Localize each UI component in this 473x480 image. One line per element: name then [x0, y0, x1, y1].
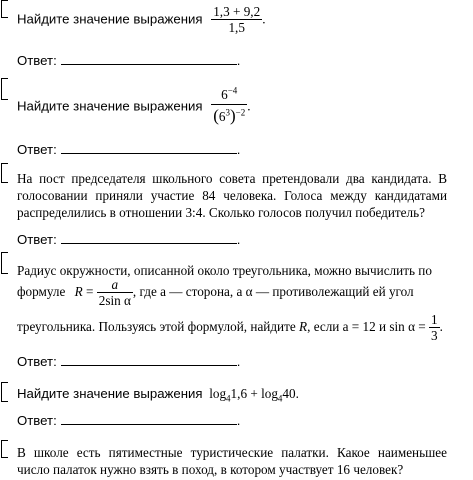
task5-line — [17, 386, 299, 402]
answer-label: Ответ: — [17, 354, 57, 369]
answer-input-line[interactable] — [61, 353, 237, 366]
answer-end: . — [236, 354, 241, 369]
task1-fraction — [211, 5, 262, 35]
task2-denominator — [211, 105, 247, 128]
sin-fraction — [429, 313, 440, 343]
task-bracket — [1, 440, 8, 458]
task-bracket — [1, 163, 8, 183]
sin-den: 3 — [431, 328, 438, 343]
task2-den-outer-exp: −2 — [235, 107, 246, 118]
answer-label: Ответ: — [17, 413, 57, 428]
task4-formula-word: формуле — [17, 284, 66, 300]
task1-prompt: Найдите значение выражения — [17, 11, 203, 27]
task5-expression — [209, 386, 299, 404]
answer-label: Ответ: — [17, 232, 57, 247]
task2-numerator — [211, 86, 247, 105]
task2-answer-row — [17, 141, 240, 157]
task3-text: На пост председателя школьного совета претендовали два кандидата. В голосовании приняли участие 84 человека. Голоса между кандидатами распределились в отношении 3:4. Сколько голосов получил победитель? — [17, 171, 447, 220]
answer-label: Ответ: — [17, 142, 57, 157]
log1-base: 4 — [226, 393, 231, 404]
task-bracket — [1, 78, 8, 100]
task1-answer-row — [17, 52, 240, 68]
task4-end: . — [439, 319, 443, 335]
task-bracket — [1, 252, 8, 274]
answer-input-line[interactable] — [61, 412, 237, 425]
log1-arg: 1,6 + — [230, 386, 258, 401]
task5-end: . — [295, 386, 299, 401]
answer-input-line[interactable] — [61, 231, 237, 244]
task1-numerator: 1,3 + 9,2 — [213, 4, 261, 19]
task-bracket — [1, 382, 8, 402]
task4-answer-row — [17, 353, 240, 369]
left-paren: ( — [213, 106, 219, 125]
answer-end: . — [236, 413, 241, 428]
task2-num-exp: −4 — [227, 85, 238, 96]
task-bracket — [1, 0, 8, 18]
task5-answer-row — [17, 412, 240, 428]
task4-line3-start: треугольника. Пользуясь этой формулой, найдите — [17, 319, 296, 335]
formula-lhs: R — [74, 284, 83, 300]
formula-den: 2sin α — [98, 293, 131, 308]
task6-text: В школе есть пятиместные туристические палатки. Какое наименьшее число палаток нужно взять в поход, в котором участвует 16 человек? — [17, 445, 447, 477]
task1-end: . — [262, 11, 266, 27]
answer-end: . — [236, 53, 241, 68]
formula-fraction — [97, 278, 133, 308]
task4-line3 — [17, 313, 443, 343]
task1-line — [17, 5, 265, 35]
task2-fraction — [211, 86, 247, 128]
answer-end: . — [236, 232, 241, 247]
task4-line1: Радиус окружности, описанной около треугольника, можно вычислить по — [17, 263, 432, 278]
task2-end: . — [247, 98, 251, 114]
formula-num: a — [97, 278, 133, 293]
task4-formula-line — [17, 278, 447, 308]
task4-line3-var: R — [299, 319, 308, 335]
sin-num: 1 — [431, 312, 438, 327]
log2-base: 4 — [277, 393, 283, 404]
task2-den-inner-exp: 3 — [225, 107, 230, 118]
task1-denominator: 1,5 — [228, 20, 245, 35]
log2: log — [261, 386, 278, 401]
task4-line3-cond: , если a = 12 и sin α = — [307, 319, 426, 335]
right-paren: ) — [229, 106, 236, 125]
answer-end: . — [236, 142, 241, 157]
task2-prompt: Найдите значение выражения — [17, 98, 203, 114]
task2-num-base: 6 — [221, 87, 228, 102]
task2-den-base: 6 — [218, 109, 226, 124]
log2-arg: 40 — [282, 386, 296, 401]
task2-line — [17, 86, 251, 128]
log1: log — [209, 386, 227, 401]
task5-prompt: Найдите значение выражения — [17, 386, 203, 401]
task3-answer-row — [17, 231, 240, 247]
answer-label: Ответ: — [17, 53, 57, 68]
answer-input-line[interactable] — [61, 52, 237, 65]
formula-tail: , где a — сторона, а α — противолежащий ей угол — [132, 284, 414, 300]
answer-input-line[interactable] — [61, 141, 237, 154]
formula-eq: = — [82, 284, 97, 300]
